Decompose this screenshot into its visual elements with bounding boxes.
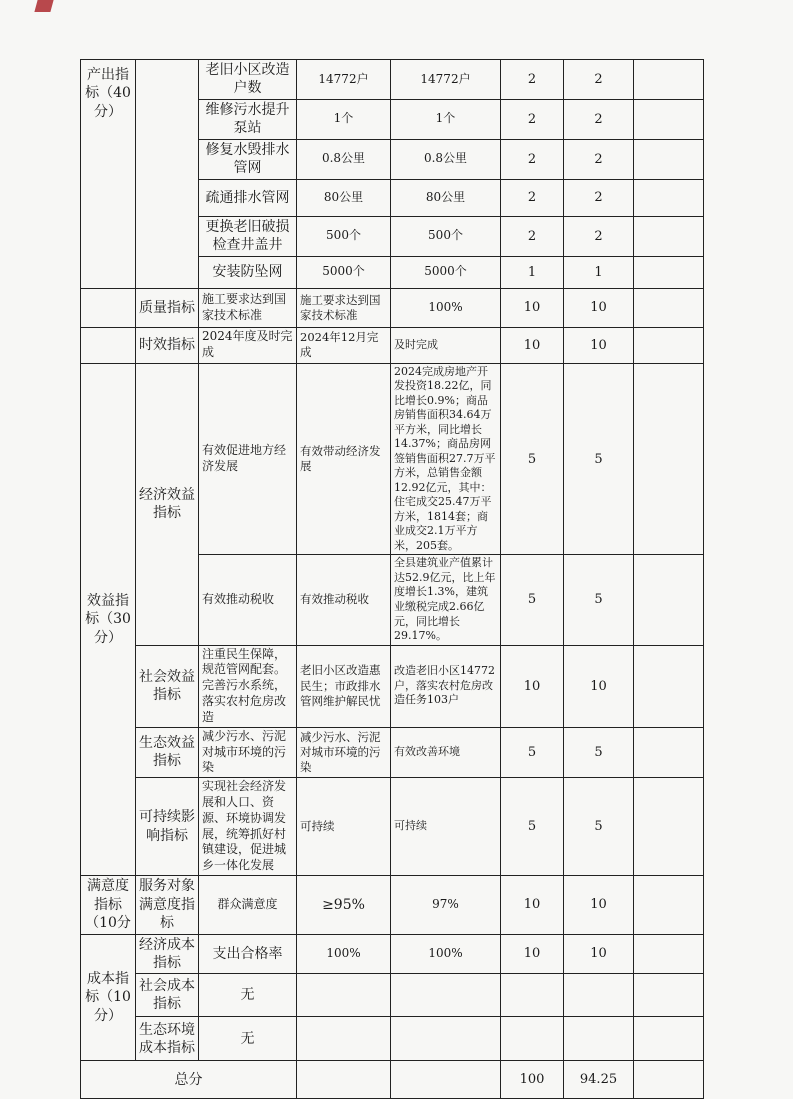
cell-target: 可持续 xyxy=(297,778,391,876)
cell-remark xyxy=(634,727,704,777)
sub-sustainable: 可持续影响指标 xyxy=(136,778,199,876)
group-satisfaction: 满意度指标（10分 xyxy=(81,876,136,934)
sub-ecological: 生态效益指标 xyxy=(136,727,199,777)
cell-indicator: 有效促进地方经济发展 xyxy=(199,363,297,555)
cell-actual xyxy=(391,974,501,1017)
cell-target: 100% xyxy=(297,934,391,974)
cell-weight xyxy=(501,974,564,1017)
cell-weight xyxy=(501,1017,564,1061)
cell-target: 14772户 xyxy=(297,60,391,100)
cell-weight: 2 xyxy=(501,216,564,256)
cell-remark xyxy=(634,60,704,100)
cell-target xyxy=(297,974,391,1017)
cell-actual: 0.8公里 xyxy=(391,139,501,179)
cell-remark xyxy=(634,179,704,216)
cell-remark xyxy=(634,288,704,327)
cell-indicator: 无 xyxy=(199,974,297,1017)
cell-remark xyxy=(634,139,704,179)
cell-weight: 2 xyxy=(501,60,564,100)
table-row xyxy=(81,876,704,934)
cell-target: 80公里 xyxy=(297,179,391,216)
table-row xyxy=(81,288,704,327)
cell-actual: 2024完成房地产开发投资18.22亿，同比增长0.9%；商品房销售面积34.64万平方米，同比增长14.37%；商品房网签销售面积27.7万平方米，总销售金额12.92亿元，其中：住宅成交25.47万平方米，1814套；商业成交2.1万平方米，205套。 xyxy=(391,363,501,555)
cell-indicator: 维修污水提升泵站 xyxy=(199,99,297,139)
cell-indicator: 老旧小区改造户数 xyxy=(199,60,297,100)
cell-remark xyxy=(634,1061,704,1099)
cell-score: 10 xyxy=(564,876,634,934)
cell-actual: 100% xyxy=(391,288,501,327)
cell-actual xyxy=(391,1017,501,1061)
total-label: 总分 xyxy=(81,1061,297,1099)
table-row xyxy=(81,645,704,727)
cell-score xyxy=(564,1017,634,1061)
cell-indicator: 更换老旧破损检查井盖井 xyxy=(199,216,297,256)
cell-score: 10 xyxy=(564,645,634,727)
cell-score: 2 xyxy=(564,216,634,256)
cell-actual: 97% xyxy=(391,876,501,934)
sub-timeliness: 时效指标 xyxy=(136,327,199,363)
cell-weight: 5 xyxy=(501,778,564,876)
cell-weight: 10 xyxy=(501,327,564,363)
cell-indicator: 无 xyxy=(199,1017,297,1061)
cell-empty xyxy=(297,1061,391,1099)
table-row xyxy=(81,60,704,100)
cell-score: 2 xyxy=(564,139,634,179)
cell-actual: 有效改善环境 xyxy=(391,727,501,777)
cell-remark xyxy=(634,934,704,974)
cell-actual: 500个 xyxy=(391,216,501,256)
cell-weight: 5 xyxy=(501,555,564,645)
sub-economic-cost: 经济成本指标 xyxy=(136,934,199,974)
group-benefit: 效益指标（30分） xyxy=(81,363,136,875)
cell-score: 5 xyxy=(564,727,634,777)
cell-target: 有效带动经济发展 xyxy=(297,363,391,555)
table-row xyxy=(81,727,704,777)
cell-remark xyxy=(634,256,704,288)
cell-remark xyxy=(634,327,704,363)
cell-score: 2 xyxy=(564,99,634,139)
sub-ecological-cost: 生态环境成本指标 xyxy=(136,1017,199,1061)
cell-target: 2024年12月完成 xyxy=(297,327,391,363)
sub-social: 社会效益指标 xyxy=(136,645,199,727)
cell-actual: 可持续 xyxy=(391,778,501,876)
sub-social-cost: 社会成本指标 xyxy=(136,974,199,1017)
cell-remark xyxy=(634,1017,704,1061)
cell-score: 2 xyxy=(564,60,634,100)
cell-weight: 10 xyxy=(501,288,564,327)
cell-target: ≥95% xyxy=(297,876,391,934)
table-row xyxy=(81,974,704,1017)
total-weight: 100 xyxy=(501,1061,564,1099)
cell-score: 10 xyxy=(564,327,634,363)
table-row xyxy=(81,934,704,974)
group-empty xyxy=(81,288,136,327)
cell-score: 5 xyxy=(564,363,634,555)
cell-actual: 80公里 xyxy=(391,179,501,216)
cell-remark xyxy=(634,363,704,555)
cell-remark xyxy=(634,645,704,727)
table-row xyxy=(81,363,704,555)
cell-weight: 2 xyxy=(501,179,564,216)
cell-indicator: 施工要求达到国家技术标准 xyxy=(199,288,297,327)
table-row xyxy=(81,778,704,876)
cell-score: 5 xyxy=(564,555,634,645)
total-row xyxy=(81,1061,704,1099)
cell-actual: 14772户 xyxy=(391,60,501,100)
cell-weight: 10 xyxy=(501,876,564,934)
cell-weight: 10 xyxy=(501,934,564,974)
cell-score: 10 xyxy=(564,934,634,974)
cell-weight: 2 xyxy=(501,139,564,179)
cell-actual: 5000个 xyxy=(391,256,501,288)
group-cost: 成本指标（10分） xyxy=(81,934,136,1061)
total-score: 94.25 xyxy=(564,1061,634,1099)
cell-remark xyxy=(634,99,704,139)
cell-weight: 10 xyxy=(501,645,564,727)
cell-indicator: 群众满意度 xyxy=(199,876,297,934)
cell-indicator: 有效推动税收 xyxy=(199,555,297,645)
cell-actual: 及时完成 xyxy=(391,327,501,363)
cell-remark xyxy=(634,555,704,645)
cell-actual: 100% xyxy=(391,934,501,974)
cell-target: 0.8公里 xyxy=(297,139,391,179)
cell-indicator: 疏通排水管网 xyxy=(199,179,297,216)
cell-target xyxy=(297,1017,391,1061)
cell-actual: 1个 xyxy=(391,99,501,139)
group-empty xyxy=(81,327,136,363)
cell-weight: 5 xyxy=(501,363,564,555)
group-output: 产出指标（40分） xyxy=(81,60,136,289)
cell-target: 5000个 xyxy=(297,256,391,288)
cell-indicator: 安装防坠网 xyxy=(199,256,297,288)
sub-quality: 质量指标 xyxy=(136,288,199,327)
sub-economic: 经济效益指标 xyxy=(136,363,199,645)
corner-mark xyxy=(34,0,53,12)
cell-score: 2 xyxy=(564,179,634,216)
cell-actual: 全县建筑业产值累计达52.9亿元，比上年度增长1.3%，建筑业缴税完成2.66亿元，同比增长29.17%。 xyxy=(391,555,501,645)
cell-score: 10 xyxy=(564,288,634,327)
performance-table xyxy=(80,59,704,1099)
cell-indicator: 减少污水、污泥对城市环境的污染 xyxy=(199,727,297,777)
cell-weight: 1 xyxy=(501,256,564,288)
cell-actual: 改造老旧小区14772户，落实农村危房改造任务103户 xyxy=(391,645,501,727)
cell-indicator: 修复水毁排水管网 xyxy=(199,139,297,179)
cell-target: 减少污水、污泥对城市环境的污染 xyxy=(297,727,391,777)
cell-weight: 2 xyxy=(501,99,564,139)
cell-score: 5 xyxy=(564,778,634,876)
cell-indicator: 注重民生保障，规范管网配套。完善污水系统，落实农村危房改造 xyxy=(199,645,297,727)
cell-target: 施工要求达到国家技术标准 xyxy=(297,288,391,327)
table-row xyxy=(81,1017,704,1061)
sub-service-satisfaction: 服务对象满意度指标 xyxy=(136,876,199,934)
table-row xyxy=(81,327,704,363)
cell-indicator: 支出合格率 xyxy=(199,934,297,974)
cell-indicator: 2024年度及时完成 xyxy=(199,327,297,363)
cell-target: 1个 xyxy=(297,99,391,139)
cell-target: 有效推动税收 xyxy=(297,555,391,645)
cell-target: 500个 xyxy=(297,216,391,256)
cell-target: 老旧小区改造惠民生；市政排水管网维护解民忧 xyxy=(297,645,391,727)
sub-empty xyxy=(136,60,199,289)
cell-remark xyxy=(634,974,704,1017)
cell-remark xyxy=(634,876,704,934)
cell-remark xyxy=(634,778,704,876)
cell-weight: 5 xyxy=(501,727,564,777)
cell-remark xyxy=(634,216,704,256)
cell-empty xyxy=(391,1061,501,1099)
cell-indicator: 实现社会经济发展和人口、资源、环境协调发展，统筹抓好村镇建设，促进城乡一体化发展 xyxy=(199,778,297,876)
cell-score: 1 xyxy=(564,256,634,288)
cell-score xyxy=(564,974,634,1017)
